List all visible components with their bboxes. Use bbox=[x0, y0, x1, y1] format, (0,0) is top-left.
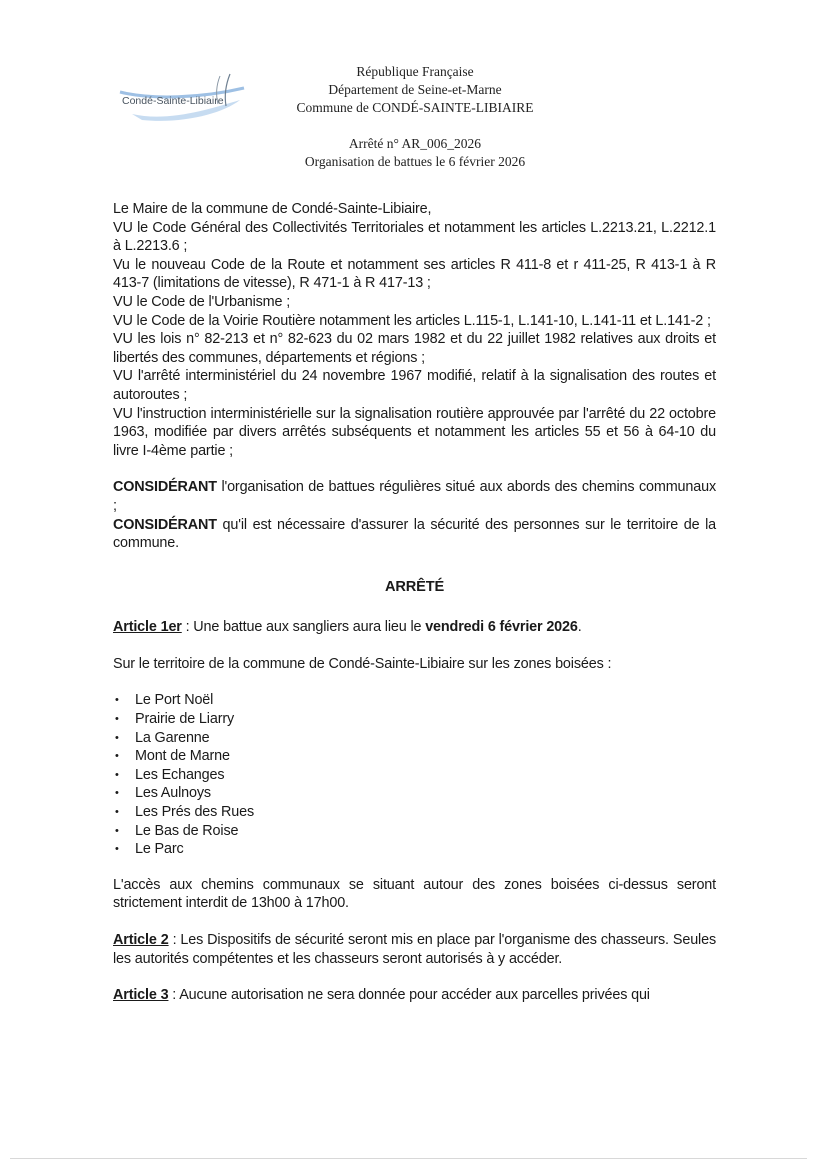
list-item bbox=[113, 710, 716, 729]
list-item bbox=[113, 784, 716, 803]
list-item bbox=[113, 747, 716, 766]
preamble-line: VU le Code Général des Collectivités Territoriales et notamment les articles L.2213.21, L.2212.1 à L.2213.6 ; bbox=[113, 219, 716, 255]
arrete-title: ARRÊTÉ bbox=[384, 578, 445, 595]
article-3-label: Article 3 bbox=[113, 987, 169, 1004]
bullet-icon: • bbox=[115, 750, 119, 763]
considerant-1 bbox=[113, 478, 716, 515]
logo-text: Condé-Sainte-Libiaire bbox=[122, 95, 224, 107]
zone-name: Les Prés des Rues bbox=[135, 804, 255, 821]
page-edge-line bbox=[10, 1158, 807, 1159]
zone-name: Les Echanges bbox=[135, 766, 225, 783]
considerant-text: qu'il est nécessaire d'assurer la sécurité des personnes sur le territoire de la commune. bbox=[113, 516, 716, 552]
article-1-end: . bbox=[577, 619, 582, 636]
list-item bbox=[113, 691, 716, 710]
article-3-text: : Aucune autorisation ne sera donnée pour accéder aux parcelles privées qui bbox=[168, 987, 650, 1004]
access-restriction: L'accès aux chemins communaux se situant autour des zones boisées ci-dessus seront strictement interdit de 13h00 à 17h00. bbox=[113, 876, 716, 912]
considerant-text: l'organisation de battues régulières situé aux abords des chemins communaux ; bbox=[113, 479, 716, 514]
zone-name: Le Bas de Roise bbox=[135, 822, 239, 839]
considerants bbox=[113, 478, 716, 552]
arrete-subject: Organisation de battues le 6 février 2026 bbox=[304, 154, 526, 169]
zones-list bbox=[113, 691, 716, 858]
preamble-line: Le Maire de la commune de Condé-Sainte-Libiaire, bbox=[113, 201, 432, 217]
considerant-label: CONSIDÉRANT bbox=[113, 516, 217, 533]
logo-graphic bbox=[112, 70, 252, 128]
list-item bbox=[113, 766, 716, 785]
list-item bbox=[113, 803, 716, 822]
article-1-label: Article 1er bbox=[113, 619, 182, 636]
article-1 bbox=[113, 618, 716, 637]
bullet-icon: • bbox=[115, 787, 119, 800]
bullet-icon: • bbox=[115, 843, 119, 856]
preamble-line: VU l'instruction interministérielle sur la signalisation routière approuvée par l'arrêté du 22 octobre 1963, modifiée par divers arrêtés subséquents et notamment les articles 55 et 56 à 64-10 du livre I-4ème partie ; bbox=[113, 405, 716, 459]
bullet-icon: • bbox=[115, 768, 119, 781]
article-3 bbox=[113, 986, 716, 1005]
zone-name: Le Parc bbox=[135, 841, 184, 858]
header-departement: Département de Seine-et-Marne bbox=[328, 82, 502, 97]
list-item bbox=[113, 840, 716, 859]
header-republique: République Française bbox=[356, 64, 474, 79]
zone-name: Mont de Marne bbox=[135, 748, 230, 765]
bullet-icon: • bbox=[115, 713, 119, 726]
preamble-line: Vu le nouveau Code de la Route et notamment ses articles R 411-8 et r 411-25, R 413-1 à R 413-7 (limitations de vitesse), R 471-1 à R 417-13 ; bbox=[113, 256, 716, 292]
bullet-icon: • bbox=[115, 731, 119, 744]
article-2-label: Article 2 bbox=[113, 932, 169, 948]
preamble-line: VU l'arrêté interministériel du 24 novembre 1967 modifié, relatif à la signalisation des routes et autoroutes ; bbox=[113, 368, 716, 403]
article-1-text: : Une battue aux sangliers aura lieu le bbox=[181, 619, 426, 636]
zones-intro: Sur le territoire de la commune de Condé-Sainte-Libiaire sur les zones boisées : bbox=[113, 655, 612, 672]
considerant-label: CONSIDÉRANT bbox=[113, 479, 217, 496]
bullet-icon: • bbox=[115, 824, 119, 837]
article-2 bbox=[113, 931, 716, 968]
bullet-icon: • bbox=[115, 694, 119, 707]
preamble-line: VU les lois n° 82-213 et n° 82-623 du 02 mars 1982 et du 22 juillet 1982 relatives aux droits et libertés des communes, départements et régions ; bbox=[113, 331, 716, 366]
bullet-icon: • bbox=[115, 806, 119, 819]
article-1-date: vendredi 6 février 2026 bbox=[425, 619, 578, 636]
commune-logo bbox=[112, 70, 252, 128]
list-item bbox=[113, 729, 716, 748]
article-2-text: : Les Dispositifs de sécurité seront mis en place par l'organisme des chasseurs. Seules les autorités compétentes et les chasseurs seront autorisés à y accéder. bbox=[113, 932, 716, 967]
header-commune: Commune de CONDÉ-SAINTE-LIBIAIRE bbox=[296, 100, 534, 115]
zone-name: Les Aulnoys bbox=[135, 785, 211, 802]
zone-name: Prairie de Liarry bbox=[135, 711, 235, 728]
zone-name: Le Port Noël bbox=[135, 692, 214, 709]
document-body bbox=[113, 200, 716, 1023]
zone-name: La Garenne bbox=[135, 729, 210, 746]
preamble-line: VU le Code de l'Urbanisme ; bbox=[113, 293, 291, 310]
preamble-line: VU le Code de la Voirie Routière notamment les articles L.115-1, L.141-10, L.141-11 et L.141-2 ; bbox=[113, 312, 711, 329]
considerant-2 bbox=[113, 516, 716, 553]
list-item bbox=[113, 822, 716, 841]
document-header bbox=[250, 63, 580, 171]
preamble bbox=[113, 200, 716, 460]
arrete-number: Arrêté n° AR_006_2026 bbox=[348, 136, 482, 151]
